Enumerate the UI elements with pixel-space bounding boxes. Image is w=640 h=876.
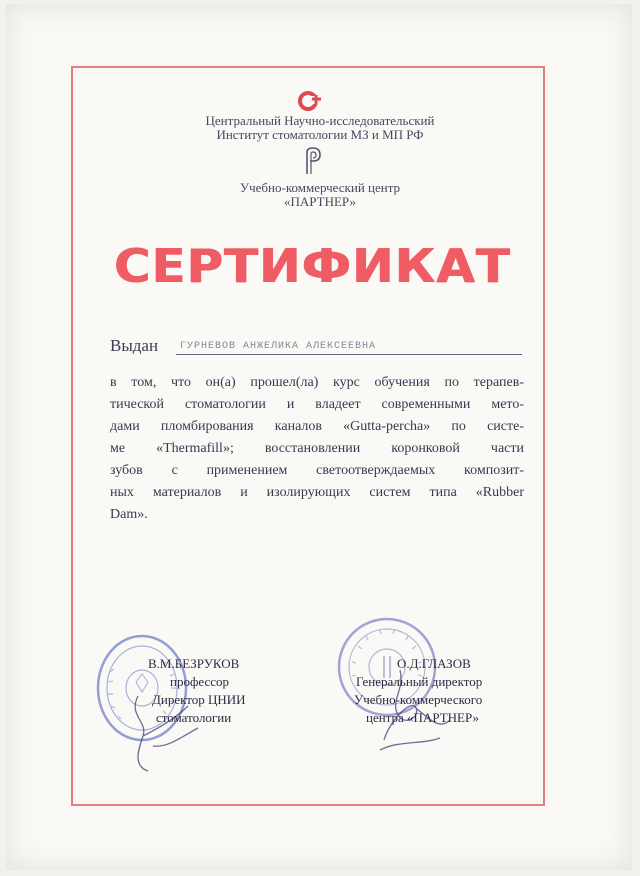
body-line: дами пломбирования каналов «Gutta-percha» по систе- [110,419,524,434]
left-signer-position: Директор ЦНИИ [152,692,246,707]
right-signer-center: центра «ПАРТНЕР» [366,710,480,725]
left-signer-organization: стоматологии [156,710,232,725]
body-line: ных материалов и изолирующих систем типа «Rubber [110,485,524,500]
issued-label: Выдан [110,336,159,355]
certificate-title: СЕРТИФИКАТ [113,239,511,293]
right-signer-name: О.Д.ГЛАЗОВ [397,656,471,671]
partner-center-line2: «ПАРТНЕР» [284,194,356,209]
body-line: в том, что он(а) прошел(ла) курс обучения по терапев- [110,375,524,390]
partner-logo-icon [302,146,324,176]
institute-name-line1: Центральный Научно-исследовательский [205,113,435,128]
body-line: ме «Thermafill»; восстановлении коронковой части [110,441,524,456]
institute-logo-icon [297,90,325,112]
recipient-name: ГУРНЕВОВ АНЖЕЛИКА АЛЕКСЕЕВНА [176,336,522,355]
right-handwritten-signature [360,660,460,760]
body-line: тической стоматологии и владеет современными мето- [110,397,524,412]
certificate-body-text [110,372,524,526]
right-signer-organization: Учебно-коммерческого [354,692,483,707]
left-signer-title: профессор [170,674,230,689]
body-line: Dam». [110,507,148,522]
right-signer-position: Генеральный директор [356,674,483,689]
partner-center-line1: Учебно-коммерческий центр [239,180,401,195]
institute-name-line2: Институт стоматологии МЗ и МП РФ [216,127,424,142]
body-line: зубов с применением светоотверждаемых композит- [110,463,524,478]
left-signer-name: В.М.БЕЗРУКОВ [148,656,240,671]
left-handwritten-signature [118,676,208,776]
